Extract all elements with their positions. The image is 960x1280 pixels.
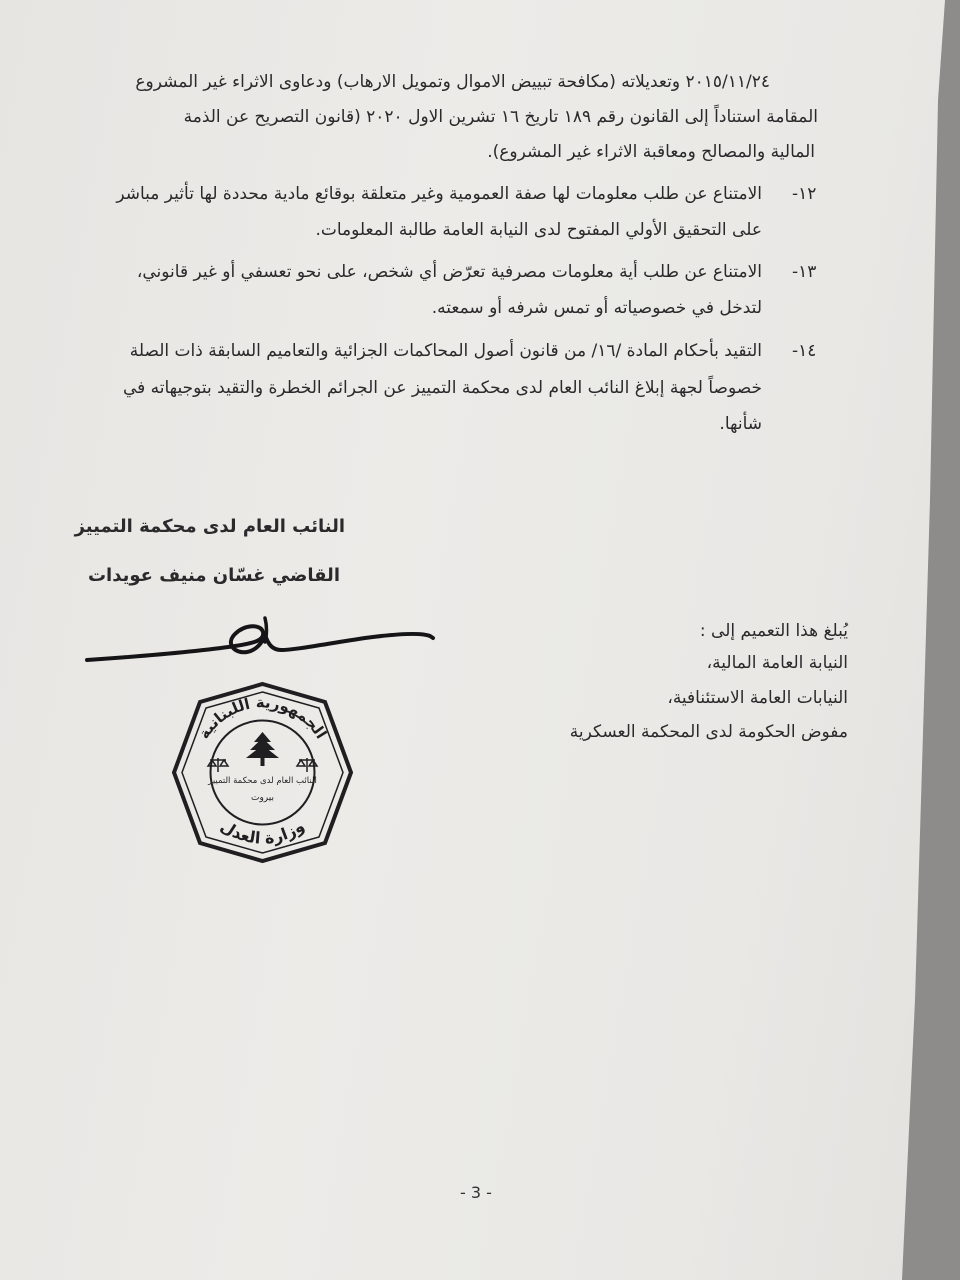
item-14-line-1: التقيد بأحكام المادة /١٦/ من قانون أصول المحاكمات الجزائية والتعاميم السابقة ذات الصلة xyxy=(129,341,762,361)
item-13-line-2: لتدخل في خصوصياته أو تمس شرفه أو سمعته. xyxy=(431,298,762,318)
item-14-line-2: خصوصاً لجهة إبلاغ النائب العام لدى محكمة التمييز عن الجرائم الخطرة والتقيد بتوجيهاته في xyxy=(122,378,762,398)
distribution-heading: يُبلغ هذا التعميم إلى : xyxy=(699,621,848,641)
item-12-line-1: الامتناع عن طلب معلومات لها صفة العمومية وغير متعلقة بوقائع مادية محددة لها تأثير مباشر xyxy=(116,184,762,204)
signatory-name: القاضي غسّان منيف عويدات xyxy=(87,565,340,586)
recipient-1: النيابة العامة المالية، xyxy=(706,653,848,673)
item-number-12: ١٢- xyxy=(792,184,817,204)
item-12-line-2: على التحقيق الأولي المفتوح لدى النيابة العامة طالبة المعلومات. xyxy=(315,220,762,240)
signatory-title: النائب العام لدى محكمة التمييز xyxy=(74,516,345,537)
recipient-2: النيابات العامة الاستئنافية، xyxy=(667,688,848,708)
item-13-line-1: الامتناع عن طلب أية معلومات مصرفية تعرّض أي شخص، على نحو تعسفي أو غير قانوني، xyxy=(136,262,762,282)
svg-text:وزارة العدل xyxy=(217,816,308,847)
intro-line-3: المالية والمصالح ومعاقبة الاثراء غير المشروع). xyxy=(487,142,815,162)
intro-line-2: المقامة استناداً إلى القانون رقم ١٨٩ تاريخ ١٦ تشرين الاول ٢٠٢٠ (قانون التصريح عن الذمة xyxy=(183,107,818,127)
item-number-14: ١٤- xyxy=(792,341,817,361)
page-number: - 3 - xyxy=(460,1183,492,1202)
intro-line-1: ٢٠١٥/١١/٢٤ وتعديلاته (مكافحة تبييض الاموال وتمويل الارهاب) ودعاوى الاثراء غير المشروع xyxy=(135,72,770,92)
seal-top-text: الجمهورية اللبنانية xyxy=(194,693,331,743)
seal-bottom-text: وزارة العدل xyxy=(217,816,308,848)
item-14-line-3: شأنها. xyxy=(719,414,762,434)
seal-inner-line-2: بيروت xyxy=(250,793,275,803)
recipient-3: مفوض الحكومة لدى المحكمة العسكرية xyxy=(569,722,848,742)
seal-inner-line-1: النائب العام لدى محكمة التمييز xyxy=(208,776,317,786)
handwritten-signature xyxy=(85,612,445,672)
item-number-13: ١٣- xyxy=(792,262,817,282)
official-seal xyxy=(170,680,355,865)
cedar-icon xyxy=(246,732,279,766)
